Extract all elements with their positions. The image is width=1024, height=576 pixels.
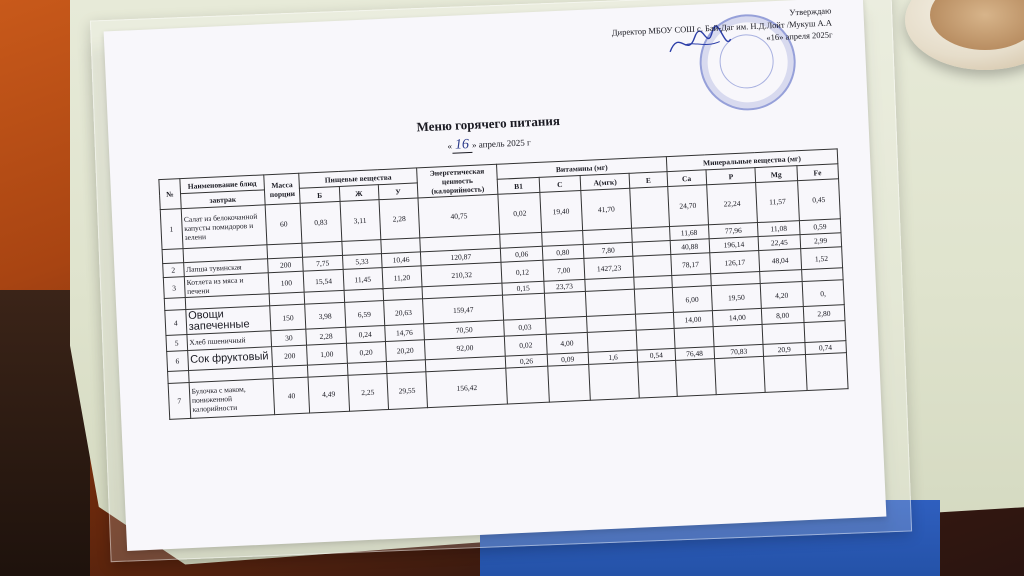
cell-b: 4,49 [308, 375, 349, 413]
cell-b: 7,75 [303, 255, 343, 271]
header-u: У [378, 183, 418, 200]
cell-name: Лапша тувинская [183, 259, 268, 277]
approval-heading: Утверждаю [789, 5, 832, 18]
cell-name: Овощи запеченные [185, 306, 271, 335]
menu-date-rest: апрель 2025 г [478, 137, 531, 150]
cell-ca: 78,17 [670, 253, 710, 276]
header-ca: Ca [667, 170, 707, 187]
cell-num: 2 [163, 263, 184, 278]
cell-fe: 1,52 [800, 247, 842, 270]
menu-date: « 16 » апрель 2025 г [447, 137, 531, 153]
cell-a: 1,6 [588, 350, 638, 364]
cell-num [168, 371, 189, 384]
cell-p: 196,14 [709, 237, 759, 253]
cell-a: 7,80 [583, 242, 633, 258]
cell-energy: 92,00 [424, 336, 505, 360]
header-e: E [630, 172, 668, 189]
cell-mg [764, 355, 807, 393]
menu-table [158, 148, 848, 420]
cell-ca: 6,00 [672, 286, 712, 313]
cell-mass: 100 [268, 271, 304, 294]
cell-energy: 120,87 [420, 248, 501, 266]
cell-b: 1,00 [307, 343, 347, 365]
cell-mg: 11,57 [756, 181, 799, 223]
cell-num: 7 [168, 383, 190, 420]
director-line: Директор МБОУ СОШ с. Бай-Даг им. Н.Д.Лойт [611, 19, 785, 38]
cell-fe: 0,45 [797, 179, 840, 221]
cell-a [589, 362, 640, 400]
cell-b1: 0,03 [504, 318, 546, 336]
cell-num: 1 [160, 209, 182, 250]
cell-b1: 0,06 [501, 246, 543, 262]
cell-a [585, 289, 636, 316]
director-name: /Мукуш А.А [786, 17, 833, 30]
cell-c [544, 291, 586, 318]
cell-zh: 11,45 [343, 268, 383, 291]
cell-e: 0,54 [638, 348, 676, 362]
cell-b1: 0,02 [498, 192, 541, 234]
cell-p: 70,83 [714, 344, 764, 358]
cell-ca: 24,70 [667, 185, 708, 227]
header-b: Б [300, 186, 340, 203]
cell-mg: 8,00 [762, 307, 804, 325]
cell-energy: 40,75 [418, 194, 500, 238]
cell-u: 10,46 [381, 252, 421, 268]
cell-name: Салат из белокочанной капусты помидоров и зелени [181, 205, 267, 249]
header-meal: завтрак [180, 190, 265, 209]
cell-fe [804, 321, 846, 343]
cell-name: Булочка с маком, пониженной калорийности [189, 379, 275, 419]
cell-energy: 70,50 [424, 320, 505, 340]
cell-num [162, 249, 183, 264]
cell-b1: 0,02 [505, 334, 547, 356]
cell-u: 20,63 [383, 299, 423, 326]
cell-c: 19,40 [540, 191, 583, 233]
cell-mg: 4,20 [761, 282, 803, 309]
cell-p: 77,96 [708, 223, 758, 239]
cell-fe: 2,99 [800, 233, 842, 249]
cell-p [714, 356, 765, 394]
cell-a [587, 330, 637, 352]
cell-p [713, 324, 763, 346]
cell-mg [762, 323, 804, 345]
cell-b: 3,98 [305, 302, 345, 329]
cell-u: 2,28 [379, 198, 420, 240]
cell-num [164, 298, 185, 311]
menu-document [104, 0, 887, 551]
cell-zh: 3,11 [340, 200, 381, 242]
header-p: P [706, 168, 756, 185]
cell-p: 126,17 [710, 250, 760, 273]
menu-title: Меню горячего питания [416, 112, 561, 135]
cell-c: 0,80 [542, 244, 584, 260]
cell-mass: 200 [272, 345, 308, 367]
cell-ca [675, 359, 716, 397]
cell-mass: 30 [271, 329, 307, 347]
cell-zh: 0,24 [345, 326, 385, 344]
cell-mg: 20,9 [763, 343, 805, 357]
cell-num: 4 [165, 310, 187, 336]
cell-ca [674, 327, 714, 349]
cell-b: 0,83 [300, 201, 341, 243]
cell-ca: 76,48 [675, 347, 715, 361]
cell-zh: 2,25 [347, 374, 388, 412]
cell-mg: 11,08 [758, 221, 800, 237]
header-num: № [159, 179, 181, 210]
menu-date-day: 16 [452, 137, 473, 154]
cell-fe: 0,59 [799, 219, 841, 235]
cell-mass: 200 [268, 257, 304, 273]
header-mass: Масса порции [264, 173, 300, 205]
header-minerals: Минеральные вещества (мг) [666, 149, 838, 172]
cell-name: Котлета из мяса и печени [184, 273, 269, 298]
cell-fe [805, 353, 848, 391]
cell-p: 14,00 [712, 308, 762, 326]
cell-ca: 40,88 [670, 239, 710, 255]
header-name: Наименование блюд [179, 175, 264, 194]
cell-u: 20,20 [385, 340, 425, 362]
cell-fe: 0, [802, 280, 844, 307]
cell-fe: 2,80 [803, 305, 845, 323]
header-b1: B1 [498, 177, 540, 194]
cell-e [630, 187, 669, 229]
cell-p: 22,24 [706, 183, 757, 225]
cell-b: 15,54 [303, 269, 343, 292]
cell-e [636, 312, 674, 330]
cell-name: Хлеб пшеничный [187, 331, 272, 351]
cell-energy: 156,42 [426, 368, 508, 408]
cell-zh: 6,59 [344, 301, 384, 328]
cell-c [545, 316, 587, 334]
header-zh: Ж [339, 185, 379, 202]
cell-c [547, 364, 590, 402]
header-a: А(мгк) [580, 173, 630, 190]
cell-b1: 0,12 [501, 260, 543, 283]
cell-e [638, 360, 677, 398]
cell-num: 6 [167, 351, 189, 372]
menu-table-body [160, 179, 848, 420]
cell-fe: 0,74 [805, 341, 847, 355]
header-mg: Mg [755, 166, 797, 183]
cell-a: 1427,23 [584, 256, 634, 279]
cell-b1: 0,15 [502, 281, 544, 295]
header-fe: Fe [796, 164, 838, 181]
cell-c: 4,00 [546, 332, 588, 354]
cell-zh: 5,33 [342, 254, 382, 270]
cell-zh: 0,20 [346, 342, 386, 364]
header-nutrients: Пищевые вещества [299, 168, 417, 188]
cell-e [635, 287, 673, 314]
cell-u: 11,20 [382, 266, 422, 289]
cell-c: 23,73 [544, 279, 586, 293]
cell-b1 [503, 293, 545, 320]
cell-e [637, 328, 675, 350]
cell-b1: 0,26 [506, 354, 548, 368]
cell-num: 5 [166, 335, 187, 352]
cell-b: 2,28 [306, 327, 346, 345]
cell-a: 41,70 [581, 188, 632, 230]
cell-mass: 150 [270, 304, 306, 331]
cell-c: 0,09 [547, 352, 589, 366]
cell-u: 29,55 [387, 372, 428, 410]
cell-num: 3 [163, 277, 185, 299]
cell-mass: 40 [273, 377, 310, 415]
cell-u: 14,76 [384, 324, 424, 342]
cell-ca: 14,00 [673, 311, 713, 329]
cell-ca: 11,68 [669, 225, 709, 241]
header-energy: Энергетическая ценность (калорийность) [417, 164, 499, 198]
cell-name: Сок фруктовый [187, 347, 272, 371]
cell-mg: 22,45 [758, 235, 800, 251]
cell-mass: 60 [265, 203, 302, 245]
cell-c: 7,00 [543, 258, 585, 281]
cell-energy: 159,47 [422, 295, 504, 324]
cell-p: 19,50 [711, 283, 762, 310]
header-c: C [539, 176, 581, 193]
cell-mg: 48,04 [759, 249, 801, 272]
cell-b1 [506, 366, 549, 404]
cell-e [633, 255, 671, 278]
approval-date: «16» апреля 2025г [766, 29, 833, 43]
header-vitamins: Витамины (мг) [497, 157, 667, 180]
cell-energy: 210,32 [421, 262, 502, 287]
